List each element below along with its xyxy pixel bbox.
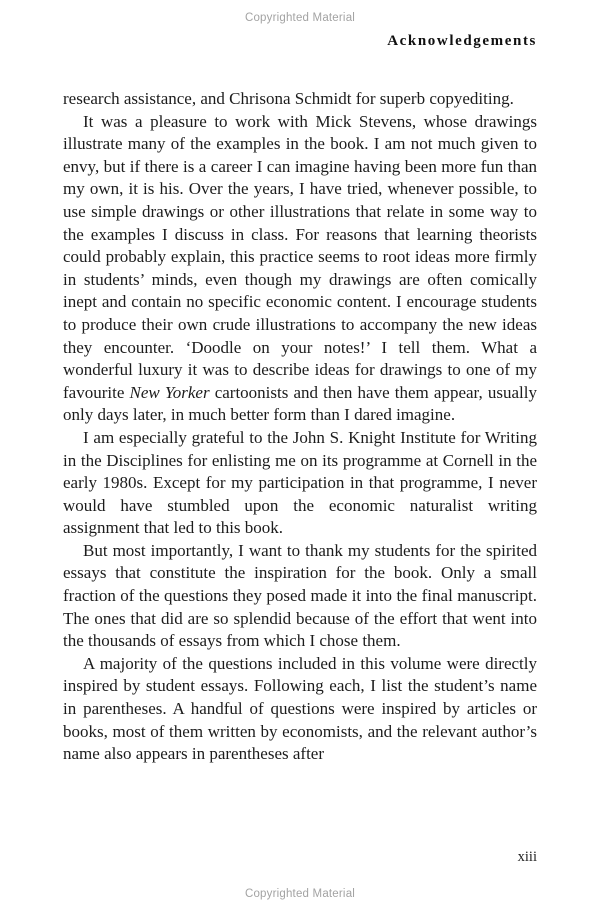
body-paragraph-2 bbox=[63, 111, 537, 427]
page-number: xiii bbox=[517, 849, 537, 865]
body-paragraph-3 bbox=[63, 427, 537, 540]
paragraph-text: It was a pleasure to work with Mick Stevens, whose drawings illustrate many of the examples in the book. I am not much given to envy, but if there is a career I can imagine having been more fun than my own, it is his. Over the years, I have tried, whenever possible, to use simple drawings or other illustrations that relate in some way to the examples I discuss in class. For reasons that learning theorists could probably explain, this practice seems to root ideas more firmly in students’ minds, even though my drawings are often comically inept and contain no specific economic content. I encourage students to produce their own crude illustrations to accompany the new ideas they encounter. ‘Doodle on your notes!’ I tell them. What a wonderful luxury it was to describe ideas for drawings to one of my favourite bbox=[63, 111, 537, 402]
italic-publication-title: New Yorker bbox=[129, 382, 210, 402]
body-paragraph-4 bbox=[63, 540, 537, 653]
copyright-notice-top: Copyrighted Material bbox=[244, 12, 356, 24]
paragraph-text: I am especially grateful to the John S. Knight Institute for Writing in the Disciplines for enlisting me on its programme at Cornell in the early 1980s. Except for my participation in that programme, I never would have stumbled upon the economic naturalist writing assignment that led to this book. bbox=[63, 427, 537, 538]
body-paragraph-1 bbox=[63, 88, 537, 111]
paragraph-text: But most importantly, I want to thank my students for the spirited essays that constitute the inspiration for the book. Only a small fraction of the questions they posed made it into the final manuscript. The ones that did are so splendid because of the effort that went into the thousands of essays from which I chose them. bbox=[63, 540, 537, 651]
copyright-notice-bottom: Copyrighted Material bbox=[244, 888, 356, 900]
paragraph-text: cartoonists and then have them appear, usually only days later, in much better form than I dared imagine. bbox=[63, 382, 538, 425]
paragraph-text: research assistance, and Chrisona Schmidt for superb copyediting. bbox=[63, 89, 514, 108]
running-header-acknowledgements: Acknowledgements bbox=[387, 33, 537, 49]
page-body bbox=[63, 88, 537, 766]
body-paragraph-5 bbox=[63, 653, 537, 766]
paragraph-text: A majority of the questions included in this volume were directly inspired by student essays. Following each, I list the student’s name in parentheses. A handful of questions were inspired by articles or books, most of them written by economists, and the relevant author’s name also appears in parentheses after bbox=[63, 653, 537, 764]
